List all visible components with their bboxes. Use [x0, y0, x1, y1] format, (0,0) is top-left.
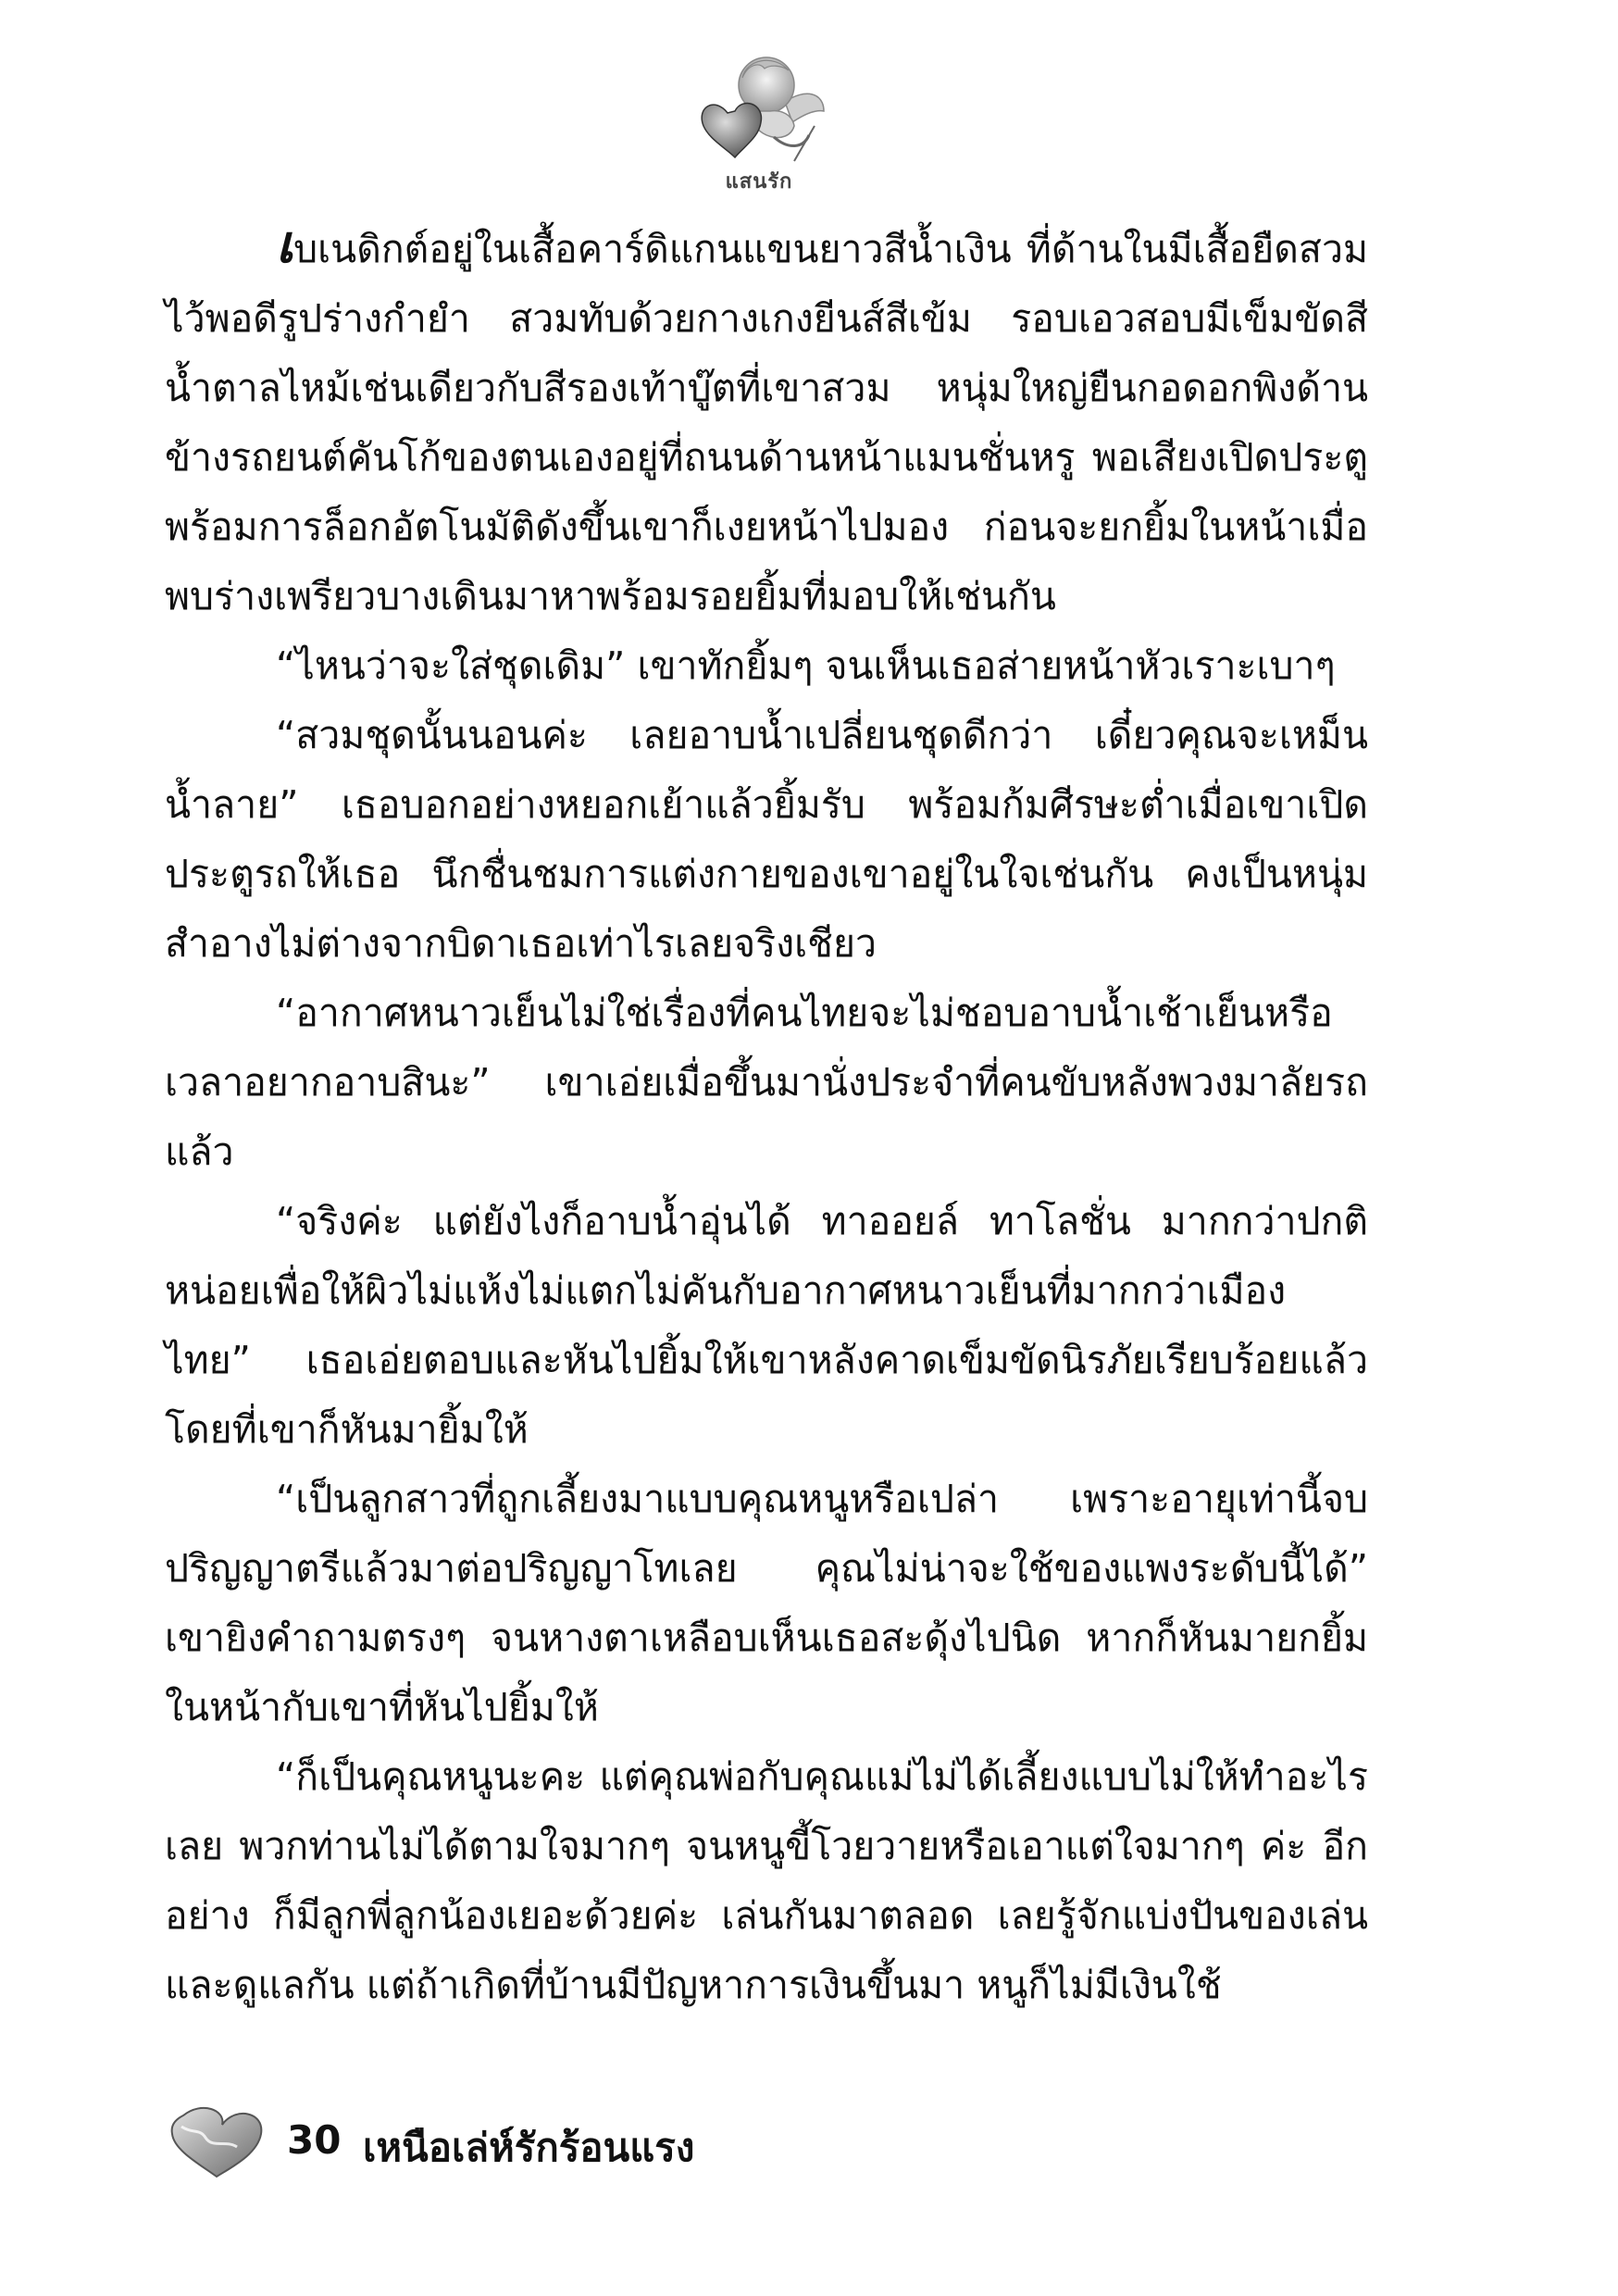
paragraph: “เป็นลูกสาวที่ถูกเลี้ยงมาแบบคุณหนูหรือเปล่า เพราะอายุเท่านี้จบปริญญาตรีแล้วมาต่อปริญญาโทเลย คุณไม่น่าจะใช้ของแพงระดับนี้ได้” เขายิงคำถามตรงๆ จนหางตาเหลือบเห็นเธอสะดุ้งไปนิด หากก็หันมายกยิ้มในหน้ากับเขาที่หันไปยิ้มให้ [165, 1477, 1368, 1729]
publisher-logo [685, 37, 833, 193]
paragraph [165, 215, 1368, 631]
cupid-holding-heart-icon [685, 37, 833, 185]
dropcap: เ [276, 214, 294, 275]
page-footer [165, 2097, 1368, 2180]
paragraph: “อากาศหนาวเย็นไม่ใช่เรื่องที่คนไทยจะไม่ชอบอาบน้ำเช้าเย็นหรือเวลาอยากอาบสินะ” เขาเอ่ยเมื่อขึ้นมานั่งประจำที่คนขับหลังพวงมาลัยรถแล้ว [165, 991, 1368, 1174]
paragraph: “ก็เป็นคุณหนูนะคะ แต่คุณพ่อกับคุณแม่ไม่ได้เลี้ยงแบบไม่ให้ทำอะไรเลย พวกท่านไม่ได้ตามใจมากๆ จนหนูขี้โวยวายหรือเอาแต่ใจมากๆ ค่ะ อีกอย่าง ก็มีลูกพี่ลูกน้องเยอะด้วยค่ะ เล่นกันมาตลอด เลยรู้จักแบ่งปันของเล่นและดูแลกัน แต่ถ้าเกิดที่บ้านมีปัญหาการเงินขึ้นมา หนูก็ไม่มีเงินใช้ [165, 1754, 1368, 2007]
paragraph: “สวมชุดนั้นนอนค่ะ เลยอาบน้ำเปลี่ยนชุดดีกว่า เดี๋ยวคุณจะเหม็นน้ำลาย” เธอบอกอย่างหยอกเย้าแล้วยิ้มรับ พร้อมก้มศีรษะต่ำเมื่อเขาเปิดประตูรถให้เธอ นึกชื่นชมการแต่งกายของเขาอยู่ในใจเช่นกัน คงเป็นหนุ่มสำอางไม่ต่างจากบิดาเธอเท่าไรเลยจริงเชียว [165, 713, 1368, 966]
paragraph: “จริงค่ะ แต่ยังไงก็อาบน้ำอุ่นได้ ทาออยล์ ทาโลชั่น มากกว่าปกติหน่อยเพื่อให้ผิวไม่แห้งไม่แตกไม่คันกับอากาศหนาวเย็นที่มากกว่าเมืองไทย” เธอเอ่ยตอบและหันไปยิ้มให้เขาหลังคาดเข็มขัดนิรภัยเรียบร้อยแล้ว โดยที่เขาก็หันมายิ้มให้ [165, 1199, 1368, 1452]
paragraph: “ไหนว่าจะใส่ชุดเดิม” เขาทักยิ้มๆ จนเห็นเธอส่ายหน้าหัวเราะเบาๆ [276, 643, 1336, 688]
logo-text: แสนรัก [725, 170, 793, 193]
paragraph-text: บเนดิกต์อยู่ในเสื้อคาร์ดิแกนแขนยาวสีน้ำเงิน ที่ด้านในมีเสื้อยืดสวมไว้พอดีรูปร่างกำยำ สวมทับด้วยกางเกงยีนส์สีเข้ม รอบเอวสอบมีเข็มขัดสีน้ำตาลไหม้เช่นเดียวกับสีรองเท้าบู๊ตที่เขาสวม หนุ่มใหญ่ยืนกอดอกพิงด้านข้างรถยนต์คันโก้ของตนเองอยู่ที่ถนนด้านหน้าแมนชั่นหรู พอเสียงเปิดประตูพร้อมการล็อกอัตโนมัติดังขึ้นเขาก็เงยหน้าไปมอง ก่อนจะยกยิ้มในหน้าเมื่อพบร่างเพรียวบางเดินมาหาพร้อมรอยยิ้มที่มอบให้เช่นกัน [165, 227, 1368, 618]
heart-icon [165, 2097, 276, 2180]
body-text [165, 215, 1368, 2020]
book-title: เหนือเล่ห์รักร้อนแรง [363, 2125, 695, 2170]
page-number: 30 [287, 2117, 342, 2163]
